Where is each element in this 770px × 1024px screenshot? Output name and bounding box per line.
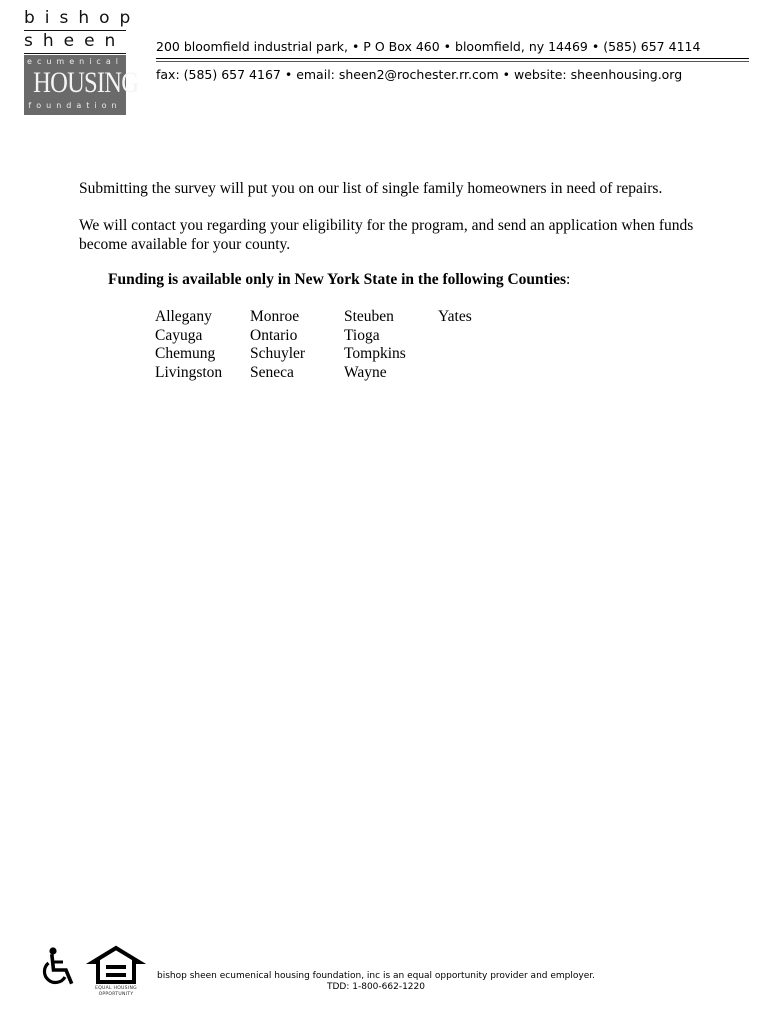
county-column xyxy=(155,308,222,382)
county-item: Schuyler xyxy=(250,345,306,362)
contact-address-line: 200 bloomfield industrial park, • P O Box 460 • bloomfield, ny 14469 • (585) 657 4114 xyxy=(156,39,701,54)
county-item: Seneca xyxy=(250,363,294,381)
county-item: Yates xyxy=(438,308,472,325)
contact-fax-email-website-line: fax: (585) 657 4167 • email: sheen2@rochester.rr.com • website: sheenhousing.org xyxy=(156,67,683,82)
equal-opportunity-statement: bishop sheen ecumenical housing foundation, inc is an equal opportunity provider and employer. xyxy=(157,971,595,981)
opportunity-caption: OPPORTUNITY xyxy=(98,992,134,997)
header-divider xyxy=(156,58,749,59)
header-divider xyxy=(156,61,749,62)
county-item: Cayuga xyxy=(155,326,203,344)
county-item: Tioga xyxy=(344,326,380,344)
logo-rule xyxy=(24,53,126,54)
funding-heading xyxy=(108,270,570,289)
county-item: Steuben xyxy=(344,308,394,325)
logo-word-bishop: bishop xyxy=(24,8,141,28)
county-item: Ontario xyxy=(250,326,298,344)
county-item: Chemung xyxy=(155,345,216,362)
county-column xyxy=(344,308,406,382)
county-item: Allegany xyxy=(155,308,212,325)
county-item: Tompkins xyxy=(344,345,406,362)
logo-word-housing: HOUSING xyxy=(33,66,139,99)
county-column xyxy=(250,308,305,382)
logo-word-foundation: foundation xyxy=(28,101,122,110)
eligibility-paragraph: We will contact you regarding your eligibility for the program, and send an application when funds become available for your county. xyxy=(79,217,694,253)
county-column xyxy=(438,308,472,327)
county-item: Livingston xyxy=(155,363,223,381)
survey-paragraph: Submitting the survey will put you on our list of single family homeowners in need of repairs. xyxy=(79,180,663,197)
funding-heading-text: Funding is available only in New York State in the following Counties xyxy=(108,271,567,288)
logo-word-ecumenical: ecumenical xyxy=(27,57,123,66)
wheelchair-accessibility-icon xyxy=(38,946,78,988)
logo-housing-block xyxy=(24,55,139,115)
county-item: Wayne xyxy=(344,363,387,381)
logo-word-sheen: sheen xyxy=(24,31,126,51)
funding-heading-colon: : xyxy=(566,271,571,288)
county-item: Monroe xyxy=(250,308,300,325)
equal-housing-caption: EQUAL HOUSING xyxy=(95,986,137,991)
equal-housing-opportunity-icon xyxy=(90,946,142,984)
tdd-number: TDD: 1-800-662-1220 xyxy=(327,982,425,992)
